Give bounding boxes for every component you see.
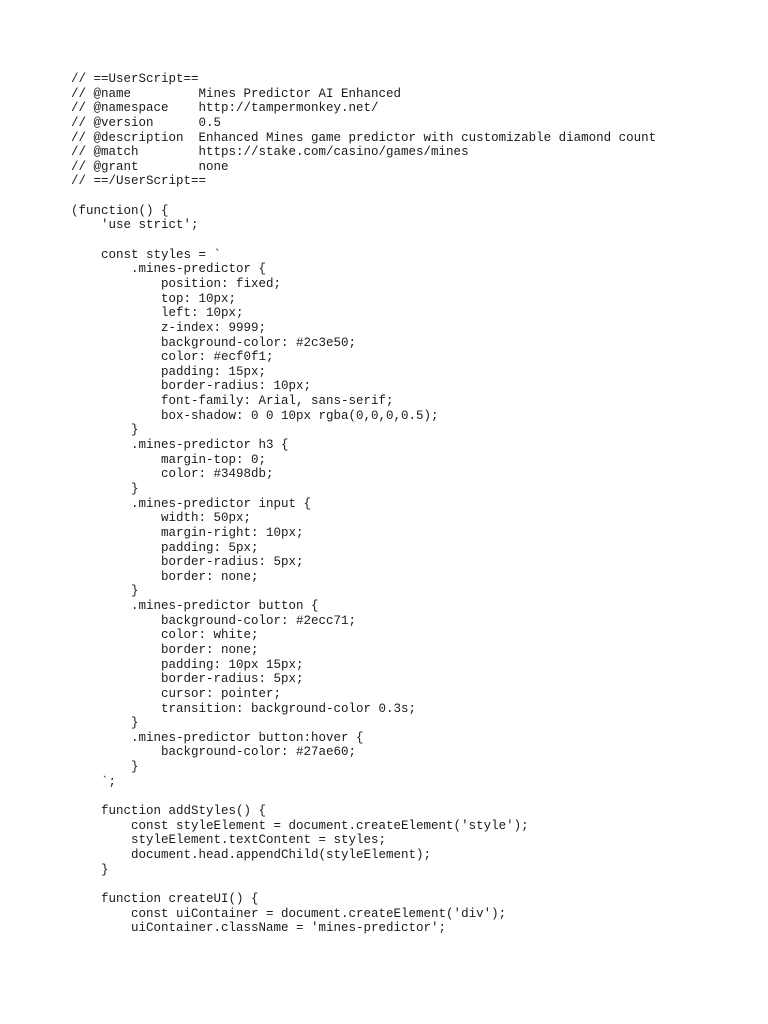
- code-line: box-shadow: 0 0 10px rgba(0,0,0,0.5);: [71, 408, 439, 423]
- code-line: border-radius: 5px;: [71, 672, 304, 687]
- code-line: cursor: pointer;: [71, 686, 282, 701]
- code-line: // @description Enhanced Mines game predictor with customizable diamond count: [71, 130, 657, 145]
- code-line: color: #3498db;: [71, 467, 274, 482]
- code-line: width: 50px;: [71, 511, 252, 526]
- code-line: }: [71, 584, 139, 599]
- code-line: function addStyles() {: [71, 804, 267, 819]
- code-line: document.head.appendChild(styleElement);: [71, 847, 432, 862]
- code-line: background-color: #2ecc71;: [71, 613, 357, 628]
- code-line: .mines-predictor button {: [71, 599, 319, 614]
- code-line: uiContainer.className = 'mines-predictor';: [71, 921, 447, 936]
- code-line: // ==/UserScript==: [71, 174, 207, 189]
- code-line: }: [71, 862, 109, 877]
- code-line: .mines-predictor input {: [71, 496, 312, 511]
- code-line: margin-top: 0;: [71, 452, 267, 467]
- code-line: background-color: #27ae60;: [71, 745, 357, 760]
- code-line: top: 10px;: [71, 291, 237, 306]
- code-line: const styleElement = document.createElement('style');: [71, 818, 529, 833]
- code-line: color: white;: [71, 628, 259, 643]
- code-line: // @name Mines Predictor AI Enhanced: [71, 86, 402, 101]
- code-block: [71, 72, 656, 936]
- code-line: // @namespace http://tampermonkey.net/: [71, 101, 379, 116]
- code-line: transition: background-color 0.3s;: [71, 701, 417, 716]
- code-line: color: #ecf0f1;: [71, 350, 274, 365]
- code-line: z-index: 9999;: [71, 320, 267, 335]
- code-line: styleElement.textContent = styles;: [71, 833, 387, 848]
- code-line: border: none;: [71, 569, 259, 584]
- code-line: margin-right: 10px;: [71, 525, 304, 540]
- code-line: left: 10px;: [71, 306, 244, 321]
- code-line: [71, 233, 656, 248]
- code-line: `;: [71, 774, 117, 789]
- code-line: [71, 877, 656, 892]
- code-line: border-radius: 10px;: [71, 379, 312, 394]
- code-line: }: [71, 760, 139, 775]
- code-line: position: fixed;: [71, 276, 282, 291]
- code-line: [71, 189, 656, 204]
- code-line: // @match https://stake.com/casino/games/mines: [71, 145, 469, 160]
- code-line: background-color: #2c3e50;: [71, 335, 357, 350]
- code-line: }: [71, 423, 139, 438]
- code-line: }: [71, 481, 139, 496]
- code-line: const styles = `: [71, 247, 222, 262]
- code-line: // @version 0.5: [71, 115, 222, 130]
- code-line: border: none;: [71, 642, 259, 657]
- code-line: padding: 15px;: [71, 364, 267, 379]
- code-line: // ==UserScript==: [71, 72, 199, 86]
- code-line: 'use strict';: [71, 218, 199, 233]
- code-line: font-family: Arial, sans-serif;: [71, 394, 394, 409]
- code-line: padding: 5px;: [71, 540, 259, 555]
- code-line: // @grant none: [71, 159, 229, 174]
- code-line: [71, 789, 656, 804]
- code-line: function createUI() {: [71, 891, 259, 906]
- code-line: padding: 10px 15px;: [71, 657, 304, 672]
- code-line: border-radius: 5px;: [71, 555, 304, 570]
- code-line: .mines-predictor h3 {: [71, 438, 289, 453]
- code-line: }: [71, 716, 139, 731]
- code-line: .mines-predictor button:hover {: [71, 730, 364, 745]
- code-line: .mines-predictor {: [71, 262, 267, 277]
- code-line: const uiContainer = document.createElement('div');: [71, 906, 507, 921]
- code-line: (function() {: [71, 203, 169, 218]
